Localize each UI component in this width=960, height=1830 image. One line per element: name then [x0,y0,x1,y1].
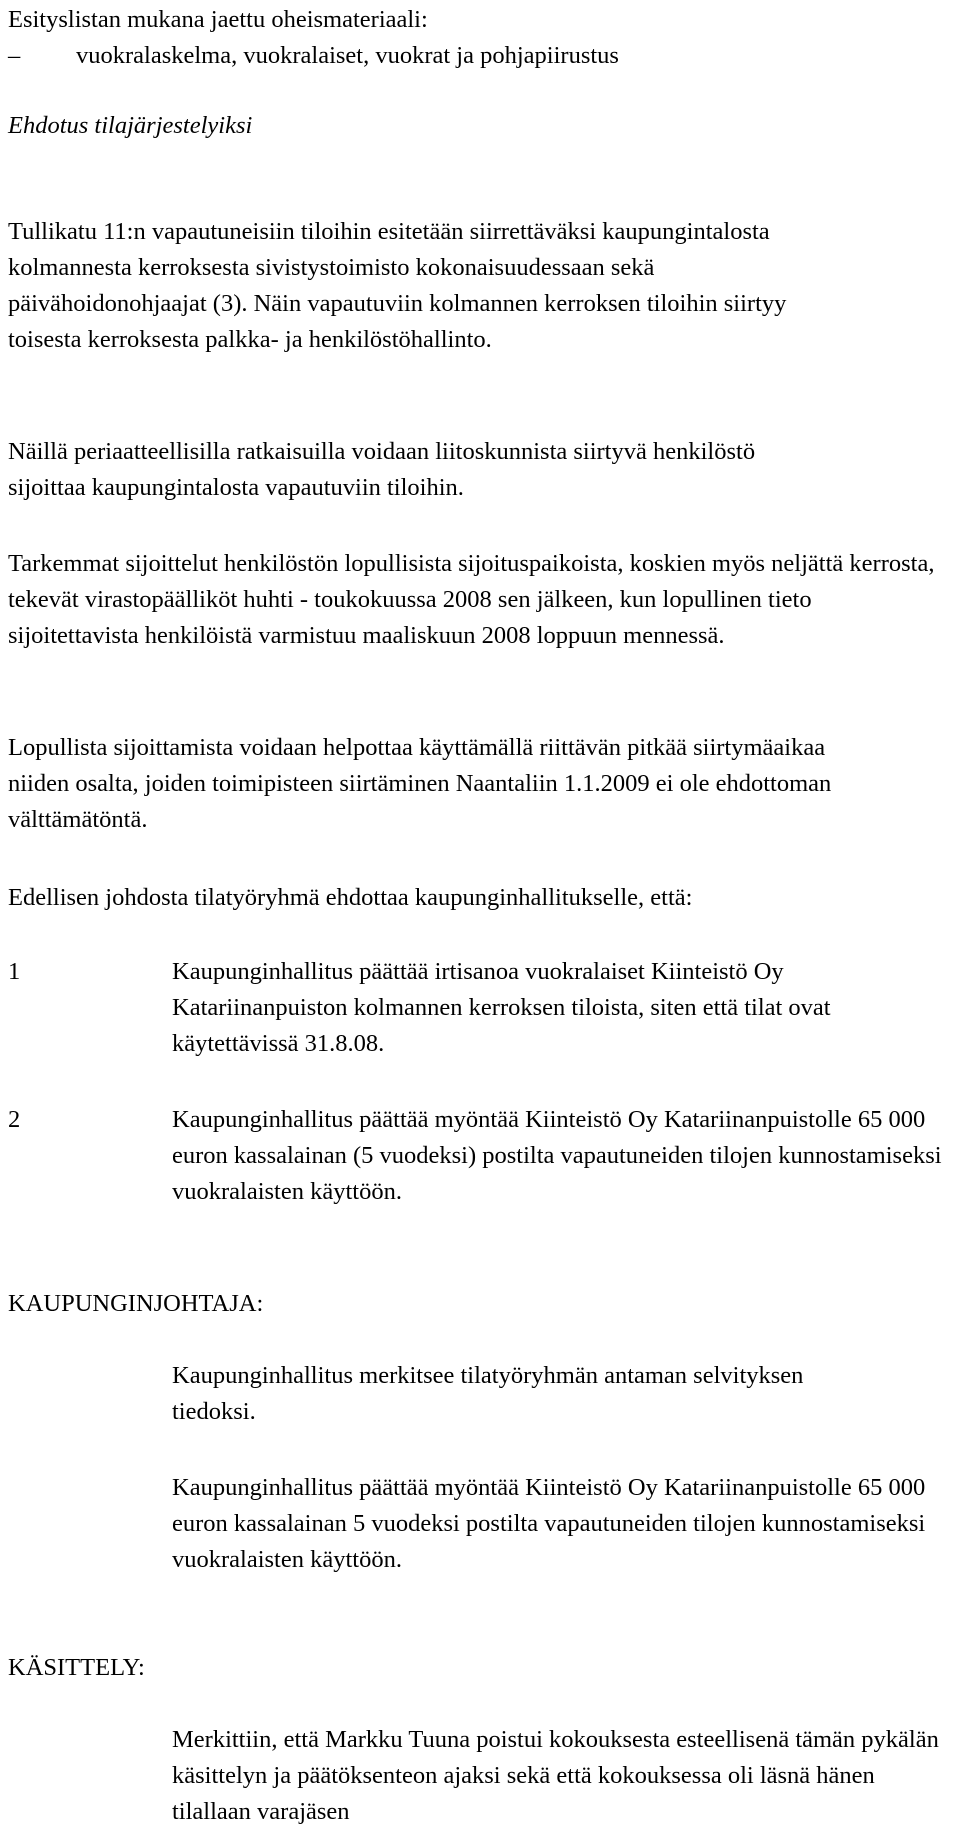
attachments-heading: Esityslistan mukana jaettu oheismateriaali: [8,6,428,33]
proposal-heading: Ehdotus tilajärjestelyiksi [8,112,253,139]
mayor-label: KAUPUNGINJOHTAJA: [8,1290,264,1317]
paragraph-5: Edellisen johdosta tilatyöryhmä ehdottaa kaupunginhallitukselle, että: [8,884,693,911]
handling-text: Merkittiin, että Markku Tuuna poistui kokouksesta esteellisenä tämän pykälän käsittelyn ja päätöksenteon ajaksi sekä että kokouksessa oli läsnä hänen tilallaan varajäsen [172,1726,939,1825]
paragraph-4: Lopullista sijoittamista voidaan helpottaa käyttämällä riittävän pitkää siirtymäaikaa niiden osalta, joiden toimipisteen siirtäminen Naantaliin 1.1.2009 ei ole ehdottoman välttämätöntä. [8,734,832,833]
bullet-dash: – [8,42,21,69]
item-text: Kaupunginhallitus päättää myöntää Kiinteistö Oy Katariinanpuistolle 65 000 euron kassalainan (5 vuodeksi) postilta vapautuneiden tilojen kunnostamiseksi vuokralaisten käyttöön. [172,1106,942,1205]
paragraph-3: Tarkemmat sijoittelut henkilöstön lopullisista sijoituspaikoista, koskien myös neljättä kerrosta, tekevät virastopäälliköt huhti - toukokuussa 2008 sen jälkeen, kun lopullinen tieto sijoitettavista henkilöistä varmistuu maaliskuun 2008 loppuun mennessä. [8,550,935,649]
mayor-text-2: Kaupunginhallitus päättää myöntää Kiinteistö Oy Katariinanpuistolle 65 000 euron kassalainan 5 vuodeksi postilta vapautuneiden tilojen kunnostamiseksi vuokralaisten käyttöön. [172,1474,926,1573]
attachments-bullet [8,38,948,74]
paragraph-2: Näillä periaatteellisilla ratkaisuilla voidaan liitoskunnista siirtyvä henkilöstö sijoittaa kaupungintalosta vapautuviin tiloihin. [8,438,756,501]
mayor-text-1: Kaupunginhallitus merkitsee tilatyöryhmän antaman selvityksen tiedoksi. [172,1362,804,1425]
proposal-item-1 [8,954,948,1062]
item-number: 2 [8,1106,21,1133]
attachments-bullet-text: vuokralaskelma, vuokralaiset, vuokrat ja pohjapiirustus [76,42,619,69]
item-text: Kaupunginhallitus päättää irtisanoa vuokralaiset Kiinteistö Oy Katariinanpuiston kolmannen kerroksen tiloista, siten että tilat ovat käytettävissä 31.8.08. [172,958,831,1057]
item-number: 1 [8,958,21,985]
paragraph-1: Tullikatu 11:n vapautuneisiin tiloihin esitetään siirrettäväksi kaupungintalosta kolmannesta kerroksesta sivistystoimisto kokonaisuudessaan sekä päivähoidonohjaajat (3). Näin vapautuviin kolmannen kerroksen tiloihin siirtyy toisesta kerroksesta palkka- ja henkilöstöhallinto. [8,218,787,353]
handling-label: KÄSITTELY: [8,1654,145,1681]
proposal-item-2 [8,1102,948,1210]
attachments-section [8,2,948,74]
